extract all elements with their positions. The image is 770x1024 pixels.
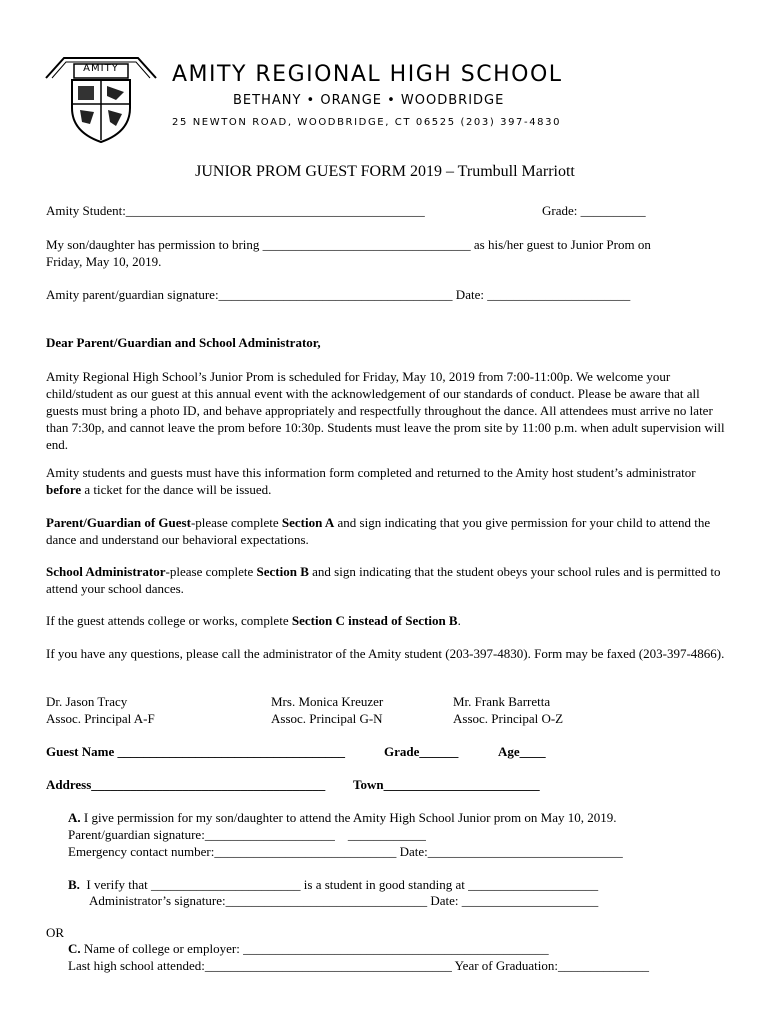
letter-paragraph-4 <box>46 563 730 597</box>
p3-text-2: and sign indicating that you give permission for your child to attend the dance and understand our behavioral expectations. <box>46 515 711 547</box>
principal-3-role: Assoc. Principal O-Z <box>453 711 564 726</box>
p2-bold: before <box>46 482 82 497</box>
section-b-label: B. <box>68 877 80 892</box>
principal-1-name: Dr. Jason Tracy <box>46 694 128 709</box>
p2-tail: a ticket for the dance will be issued. <box>81 482 272 497</box>
letter-paragraph-2 <box>46 464 730 498</box>
school-towns: BETHANY • ORANGE • WOODBRIDGE <box>233 93 505 108</box>
p3-text-1: -please complete <box>190 515 282 530</box>
section-a-line-1 <box>68 810 616 826</box>
form-title: JUNIOR PROM GUEST FORM 2019 – Trumbull Marriott <box>195 163 575 180</box>
principal-2-name: Mrs. Monica Kreuzer <box>271 694 384 709</box>
parent-signature-field[interactable]: Amity parent/guardian signature:____________________________________ Date: ______________________ <box>46 287 631 302</box>
principal-1-role: Assoc. Principal A-F <box>46 711 155 726</box>
school-address: 25 NEWTON ROAD, WOODBRIDGE, CT 06525 (203) 397-4830 <box>172 117 562 128</box>
section-c-label: C. <box>68 941 81 956</box>
p2-text: Amity students and guests must have this information form completed and returned to the Amity host student’s administrator <box>46 465 696 480</box>
p4-bold-1: School Administrator <box>46 564 166 579</box>
guest-age-field[interactable]: Age____ <box>498 744 546 759</box>
school-name: AMITY REGIONAL HIGH SCHOOL <box>172 62 563 87</box>
grade-field[interactable]: Grade: __________ <box>542 203 646 218</box>
section-a-parent-signature[interactable]: Parent/guardian signature:____________________ ____________ <box>68 827 426 842</box>
letter-salutation: Dear Parent/Guardian and School Administrator, <box>46 335 321 350</box>
permission-line-2: Friday, May 10, 2019. <box>46 254 162 269</box>
p5-tail: . <box>457 613 461 628</box>
guest-grade-field[interactable]: Grade______ <box>384 744 459 759</box>
guest-town-field[interactable]: Town________________________ <box>353 777 540 792</box>
p5-bold: Section C instead of Section B <box>291 613 458 628</box>
letter-paragraph-1: Amity Regional High School’s Junior Prom is scheduled for Friday, May 10, 2019 from 7:00-11:00p. We welcome your child/student as our guest at this annual event with the acknowledgement of our standards of conduct. Please be aware that all guests must bring a photo ID, and behave appropriately and respectfully throughout the dance. All attendees must arrive no later than 7:30p, and cannot leave the prom before 10:30p. Students must leave the prom site by 11:00 p.m. when adult supervision will end. <box>46 369 725 452</box>
p3-bold-2: Section A <box>281 515 335 530</box>
p4-text-2: and sign indicating that the student obeys your school rules and is permitted to attend your school dances. <box>46 564 721 596</box>
section-b-text: I verify that _______________________ is a student in good standing at ____________________ <box>79 877 599 892</box>
guest-address-field[interactable]: Address____________________________________ <box>46 777 326 792</box>
p5-text: If the guest attends college or works, complete <box>46 613 292 628</box>
section-a-text: I give permission for my son/daughter to attend the Amity High School Junior prom on May 10, 2019. <box>80 810 617 825</box>
principal-2-role: Assoc. Principal G-N <box>271 711 383 726</box>
letter-paragraph-5 <box>46 612 730 629</box>
p4-bold-2: Section B <box>256 564 309 579</box>
section-a-label: A. <box>68 810 81 825</box>
section-c-line-1[interactable] <box>68 941 549 957</box>
or-label: OR <box>46 925 65 940</box>
section-c-text: Name of college or employer: _______________________________________________ <box>80 941 549 956</box>
amity-student-field[interactable]: Amity Student:______________________________________________ <box>46 203 425 218</box>
p4-text-1: -please complete <box>165 564 257 579</box>
section-b-admin-signature[interactable]: Administrator’s signature:_______________________________ Date: _____________________ <box>89 893 599 908</box>
section-c-last-school[interactable]: Last high school attended:______________________________________ Year of Graduation:______________ <box>68 958 649 973</box>
section-b-line-1[interactable] <box>68 877 598 893</box>
guest-name-field[interactable]: Guest Name ___________________________________ <box>46 744 345 759</box>
p3-bold-1: Parent/Guardian of Guest <box>46 515 191 530</box>
school-crest <box>44 52 158 144</box>
letter-paragraph-6: If you have any questions, please call the administrator of the Amity student (203-397-4830). Form may be faxed (203-397-4866). <box>46 646 725 661</box>
principal-3-name: Mr. Frank Barretta <box>453 694 551 709</box>
permission-line-1[interactable]: My son/daughter has permission to bring ________________________________ as his/her guest to Junior Prom on <box>46 237 651 252</box>
logo-text: AMITY <box>83 63 119 74</box>
section-a-emergency-contact[interactable]: Emergency contact number:____________________________ Date:______________________________ <box>68 844 623 859</box>
letter-paragraph-3 <box>46 514 730 548</box>
